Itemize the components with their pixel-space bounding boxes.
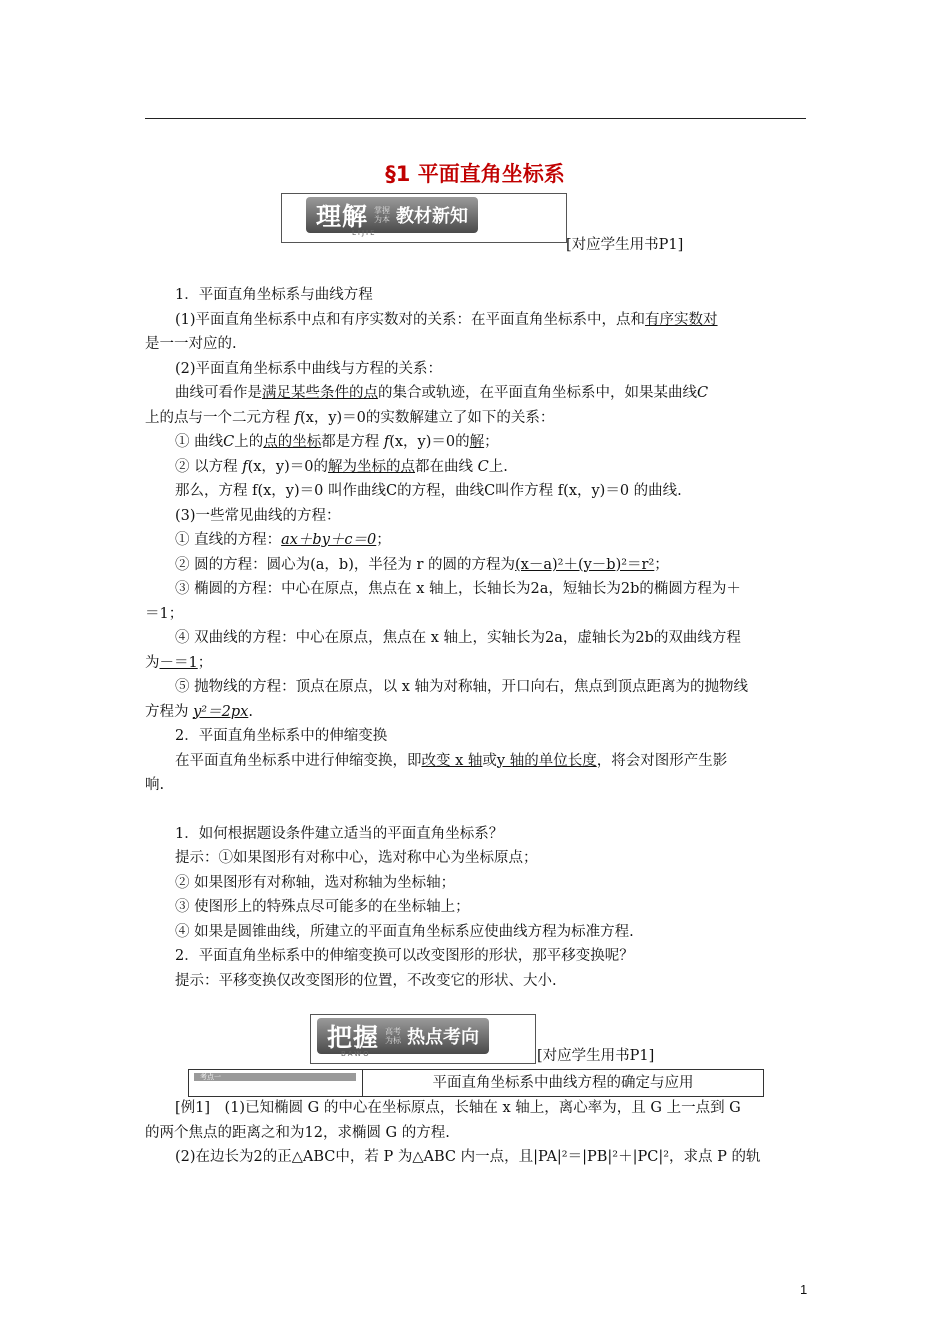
topic-tag: 考点一 (194, 1073, 356, 1081)
eq-parabola-cont: 方程为 y²＝2px. (145, 703, 253, 720)
banner-lijie (281, 193, 567, 243)
banner-bawo-big: 把握 (327, 1023, 380, 1052)
banner-bawo-mid: 热点考向 (407, 1027, 480, 1048)
banner-bawo-small2: 为标 (385, 1036, 402, 1045)
eq-ellipse-cont: ＝1； (145, 605, 184, 622)
sec1-p3-cont: 上的点与一个二元方程 f(x，y)＝0的实数解建立了如下的关系： (145, 409, 555, 426)
qa-q2: 2．平面直角坐标系中的伸缩变换可以改变图形的形状，那平移变换呢？ (175, 948, 634, 964)
page-number: 1 (800, 1282, 808, 1297)
eq-circle: ② 圆的方程：圆心为(a，b)，半径为 r 的圆的方程为(x－a)²＋(y－b)²＝r²； (175, 556, 669, 573)
topic-box (188, 1069, 764, 1097)
banner-lijie-small2: 为本 (374, 215, 391, 224)
banner-lijie-ref: [对应学生用书P1] (566, 237, 684, 253)
banner-bawo-small1: 高考 (385, 1027, 402, 1036)
banner-lijie-small1: 掌握 (374, 206, 391, 215)
qa-a2: ② 如果图形有对称轴，选对称轴为坐标轴； (175, 874, 456, 891)
sec1-cond1: ① 曲线C上的点的坐标都是方程 f(x，y)＝0的解； (175, 434, 499, 450)
qa-q1: 1．如何根据题设条件建立适当的平面直角坐标系？ (175, 825, 504, 842)
qa-a3: ③ 使图形上的特殊点尽可能多的在坐标轴上； (175, 899, 470, 915)
qa-a4: ④ 如果是圆锥曲线，所建立的平面直角坐标系应使曲线方程为标准方程. (175, 923, 634, 940)
sec1-p1-cont: 是一一对应的. (145, 336, 237, 352)
sec1-cond2: ② 以方程 f(x，y)＝0的解为坐标的点都在曲线 C上. (175, 458, 508, 475)
sec1-p3: 曲线可看作是满足某些条件的点的集合或轨迹，在平面直角坐标系中，如果某曲线C (175, 385, 709, 401)
example-line1: [例1] (1)已知椭圆 G 的中心在坐标原点，长轴在 x 轴上，离心率为，且 G 上一点到 G (175, 1100, 741, 1116)
qa-a5: 提示：平移变换仅改变图形的位置，不改变它的形状、大小. (175, 972, 557, 989)
sec1-p2: (2)平面直角坐标系中曲线与方程的关系： (175, 360, 443, 377)
sec2-p1-cont: 响. (145, 777, 165, 793)
sec1-heading: 1．平面直角坐标系与曲线方程 (175, 287, 373, 303)
sec2-heading: 2．平面直角坐标系中的伸缩变换 (175, 728, 388, 744)
eq-line: ① 直线的方程：ax＋by＋c＝0； (175, 532, 391, 548)
qa-a1: 提示：①如果图形有对称中心，选对称中心为坐标原点； (175, 850, 538, 866)
banner-bawo-ref: [对应学生用书P1] (537, 1048, 655, 1064)
banner-bawo (310, 1014, 536, 1064)
banner-lijie-small (374, 206, 390, 224)
banner-lijie-pinyin: LIJIE (352, 229, 377, 237)
eq-parabola: ⑤ 抛物线的方程：顶点在原点，以 x 轴为对称轴，开口向右，焦点到顶点距离为的抛物线 (175, 679, 749, 695)
header-rule (145, 118, 806, 119)
sec1-conclusion: 那么，方程 f(x，y)＝0 叫作曲线C的方程，曲线C叫作方程 f(x，y)＝0 的曲线. (175, 483, 682, 499)
section-title: §1 平面直角坐标系 (385, 162, 565, 186)
banner-lijie-big: 理解 (316, 202, 369, 231)
sec2-p1: 在平面直角坐标系中进行伸缩变换，即改变 x 轴或y 轴的单位长度，将会对图形产生影 (175, 752, 728, 769)
topic-title: 平面直角坐标系中曲线方程的确定与应用 (432, 1075, 694, 1091)
example-content (145, 1096, 807, 1170)
sec1-p1: (1)平面直角坐标系中点和有序实数对的关系：在平面直角坐标系中，点和有序实数对 (175, 311, 718, 328)
eq-hyperbola-cont: 为－＝1； (145, 654, 213, 671)
eq-hyperbola: ④ 双曲线的方程：中心在原点，焦点在 x 轴上，实轴长为2a，虚轴长为2b的双曲线方程 (175, 630, 741, 646)
main-content (145, 283, 807, 993)
banner-bawo-small (385, 1027, 401, 1045)
sec1-p4: (3)一些常见曲线的方程： (175, 507, 341, 524)
example-line2: 的两个焦点的距离之和为12，求椭圆 G 的方程. (145, 1124, 450, 1141)
banner-bawo-graphic (317, 1018, 489, 1054)
banner-lijie-graphic (306, 197, 478, 233)
topic-box-left (189, 1070, 363, 1096)
eq-ellipse: ③ 椭圆的方程：中心在原点，焦点在 x 轴上，长轴长为2a，短轴长为2b的椭圆方程为＋ (175, 581, 741, 597)
banner-lijie-mid: 教材新知 (396, 206, 469, 227)
banner-bawo-pinyin: BAWO (341, 1050, 371, 1058)
example-line3: (2)在边长为2的正△ABC中，若 P 为△ABC 内一点，且|PA|²＝|PB|²＋|PC|²，求点 P 的轨 (175, 1149, 761, 1165)
